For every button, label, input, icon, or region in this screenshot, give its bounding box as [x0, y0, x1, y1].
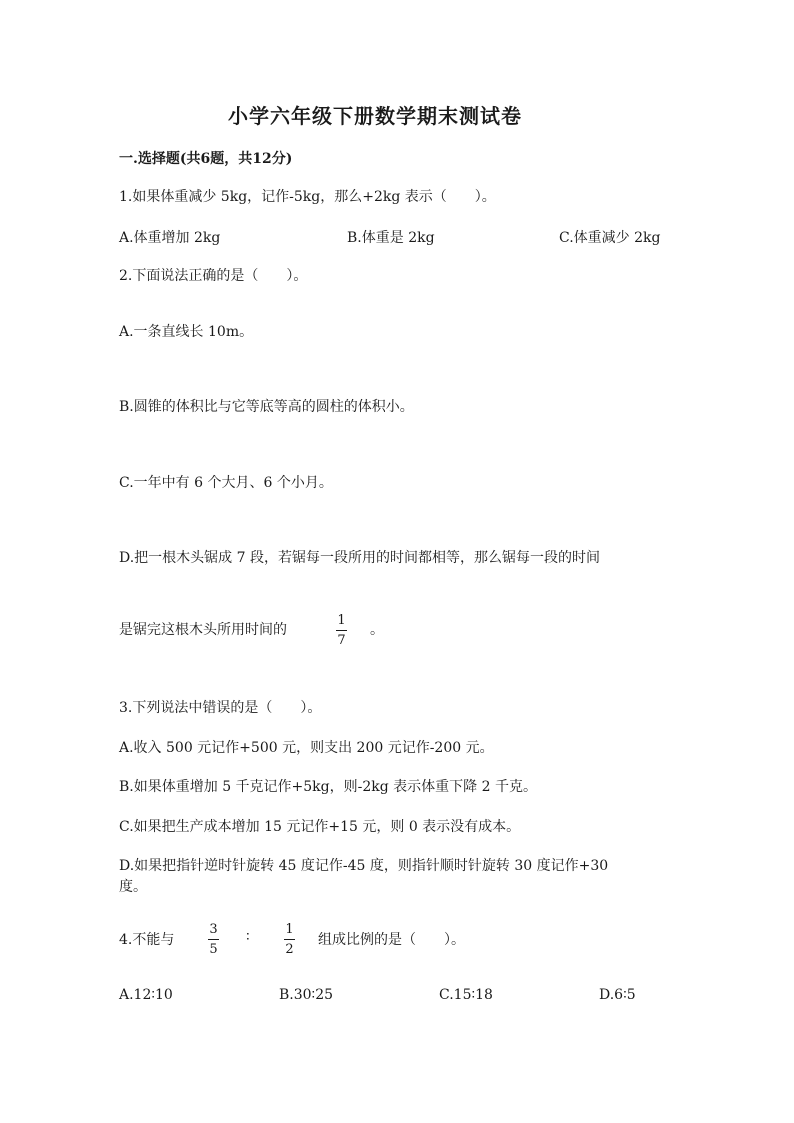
fraction-bar	[336, 630, 347, 631]
question-2-option-d-line1: D.把一根木头锯成 7 段，若锯每一段所用的时间都相等，那么锯每一段的时间	[119, 550, 600, 566]
question-4-stem-prefix: 4.不能与	[119, 932, 175, 948]
fraction-denominator: 5	[209, 942, 218, 957]
fraction-numerator: 1	[285, 922, 294, 937]
question-1-option-b: B.体重是 2kg	[347, 230, 435, 246]
section-heading: 一.选择题(共6题，共12分)	[119, 151, 293, 167]
question-3-option-d-line1: D.如果把指针逆时针旋转 45 度记作-45 度，则指针顺时针旋转 30 度记作+30	[119, 858, 609, 874]
fraction-one-seventh	[336, 614, 347, 647]
question-2-stem: 2.下面说法正确的是（ ）。	[119, 268, 308, 284]
question-4-option-a: A.12∶10	[119, 987, 173, 1003]
fraction-denominator: 7	[337, 633, 346, 648]
question-2-option-b: B.圆锥的体积比与它等底等高的圆柱的体积小。	[119, 399, 414, 415]
question-4-option-b: B.30∶25	[279, 987, 334, 1003]
page-title: 小学六年级下册数学期末测试卷	[228, 104, 522, 128]
question-3-option-a: A.收入 500 元记作+500 元，则支出 200 元记作-200 元。	[119, 740, 494, 756]
question-1-option-a: A.体重增加 2kg	[119, 230, 221, 246]
question-1-stem: 1.如果体重减少 5kg，记作-5kg，那么+2kg 表示（ ）。	[119, 189, 496, 205]
ratio-colon: ∶	[246, 929, 250, 945]
question-4-option-c: C.15∶18	[439, 987, 493, 1003]
question-2-option-d-line2: 是锯完这根木头所用时间的	[119, 622, 287, 638]
fraction-numerator: 1	[337, 613, 346, 628]
fraction-bar	[208, 939, 219, 940]
fraction-denominator: 2	[285, 942, 294, 957]
question-3-option-b: B.如果体重增加 5 千克记作+5kg，则-2kg 表示体重下降 2 千克。	[119, 779, 537, 795]
question-2-option-d-end: 。	[370, 622, 384, 638]
fraction-one-half	[284, 923, 295, 956]
question-4-option-d: D.6∶5	[599, 987, 636, 1003]
question-3-option-d-line2: 度。	[119, 879, 147, 895]
fraction-bar	[284, 939, 295, 940]
question-1-option-c: C.体重减少 2kg	[559, 230, 661, 246]
question-2-option-c: C.一年中有 6 个大月、6 个小月。	[119, 475, 333, 491]
question-3-option-c: C.如果把生产成本增加 15 元记作+15 元，则 0 表示没有成本。	[119, 819, 521, 835]
question-2-option-a: A.一条直线长 10m。	[119, 324, 254, 340]
question-3-stem: 3.下列说法中错误的是（ ）。	[119, 700, 322, 716]
fraction-three-fifths	[208, 923, 219, 956]
fraction-numerator: 3	[209, 922, 218, 937]
question-4-stem-suffix: 组成比例的是（ ）。	[318, 932, 465, 948]
